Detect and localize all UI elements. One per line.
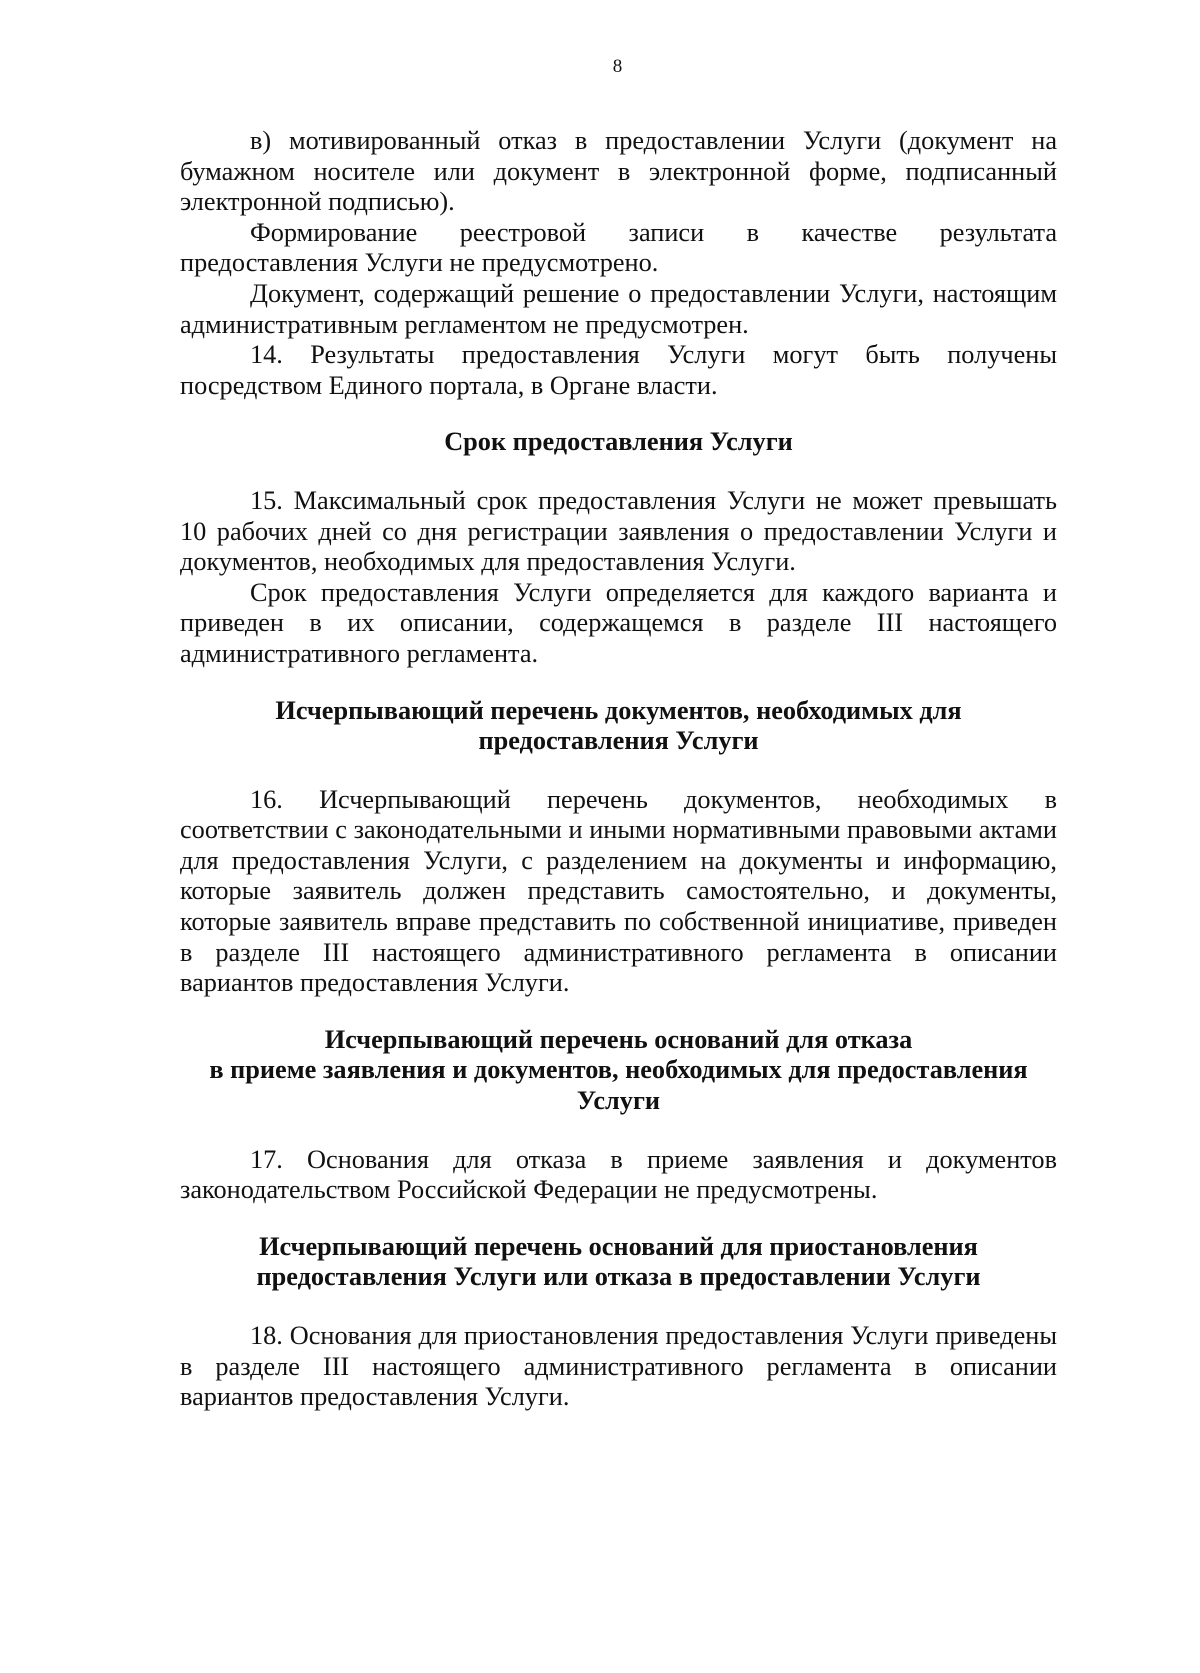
heading-line: Исчерпывающий перечень оснований для приостановления xyxy=(259,1231,978,1261)
paragraph-16: 16. Исчерпывающий перечень документов, необходимых в соответствии с законодательными и иными нормативными правовыми актами для предоставления Услуги, с разделением на документы и информацию, которые заявитель должен представить самостоятельно, и документы, которые заявитель вправе представить по собственной инициативе, приведен в разделе III настоящего административного регламента в описании вариантов предоставления Услуги. xyxy=(180,784,1057,998)
heading-line: Срок предоставления Услуги xyxy=(444,427,793,457)
heading-line: предоставления Услуги или отказа в предоставлении Услуги xyxy=(256,1262,981,1292)
heading-documents-list xyxy=(180,696,1057,757)
page-number: 8 xyxy=(612,56,623,77)
paragraph-17: 17. Основания для отказа в приеме заявления и документов законодательством Российской Федерации не предусмотрены. xyxy=(180,1144,1057,1205)
heading-line: предоставления Услуги xyxy=(478,726,759,756)
paragraph-result-refusal: в) мотивированный отказ в предоставлении Услуги (документ на бумажном носителе или документ в электронной форме, подписанный электронной подписью). xyxy=(180,126,1057,217)
paragraph-decision-document: Документ, содержащий решение о предоставлении Услуги, настоящим административным регламентом не предусмотрен. xyxy=(180,278,1057,339)
heading-service-term xyxy=(180,427,1057,458)
document-body xyxy=(180,126,1057,1413)
paragraph-registry-record: Формирование реестровой записи в качестве результата предоставления Услуги не предусмотрено. xyxy=(180,217,1057,278)
paragraph-14: 14. Результаты предоставления Услуги могут быть получены посредством Единого портала, в Органе власти. xyxy=(180,340,1057,400)
heading-suspension-grounds xyxy=(180,1232,1057,1293)
heading-line: Услуги xyxy=(576,1086,661,1116)
paragraph-15: 15. Максимальный срок предоставления Услуги не может превышать 10 рабочих дней со дня регистрации заявления о предоставлении Услуги и документов, необходимых для предоставления Услуги. xyxy=(180,485,1057,577)
heading-line: в приеме заявления и документов, необходимых для предоставления xyxy=(209,1055,1028,1085)
paragraph-18: 18. Основания для приостановления предоставления Услуги приведены в разделе III настоящего административного регламента в описании вариантов предоставления Услуги. xyxy=(180,1321,1057,1412)
heading-refusal-grounds xyxy=(180,1025,1057,1117)
heading-line: Исчерпывающий перечень документов, необходимых для xyxy=(275,695,962,725)
heading-line: Исчерпывающий перечень оснований для отказа xyxy=(324,1024,913,1054)
paragraph-term-defined: Срок предоставления Услуги определяется для каждого варианта и приведен в их описании, содержащемся в разделе III настоящего административного регламента. xyxy=(180,577,1057,668)
